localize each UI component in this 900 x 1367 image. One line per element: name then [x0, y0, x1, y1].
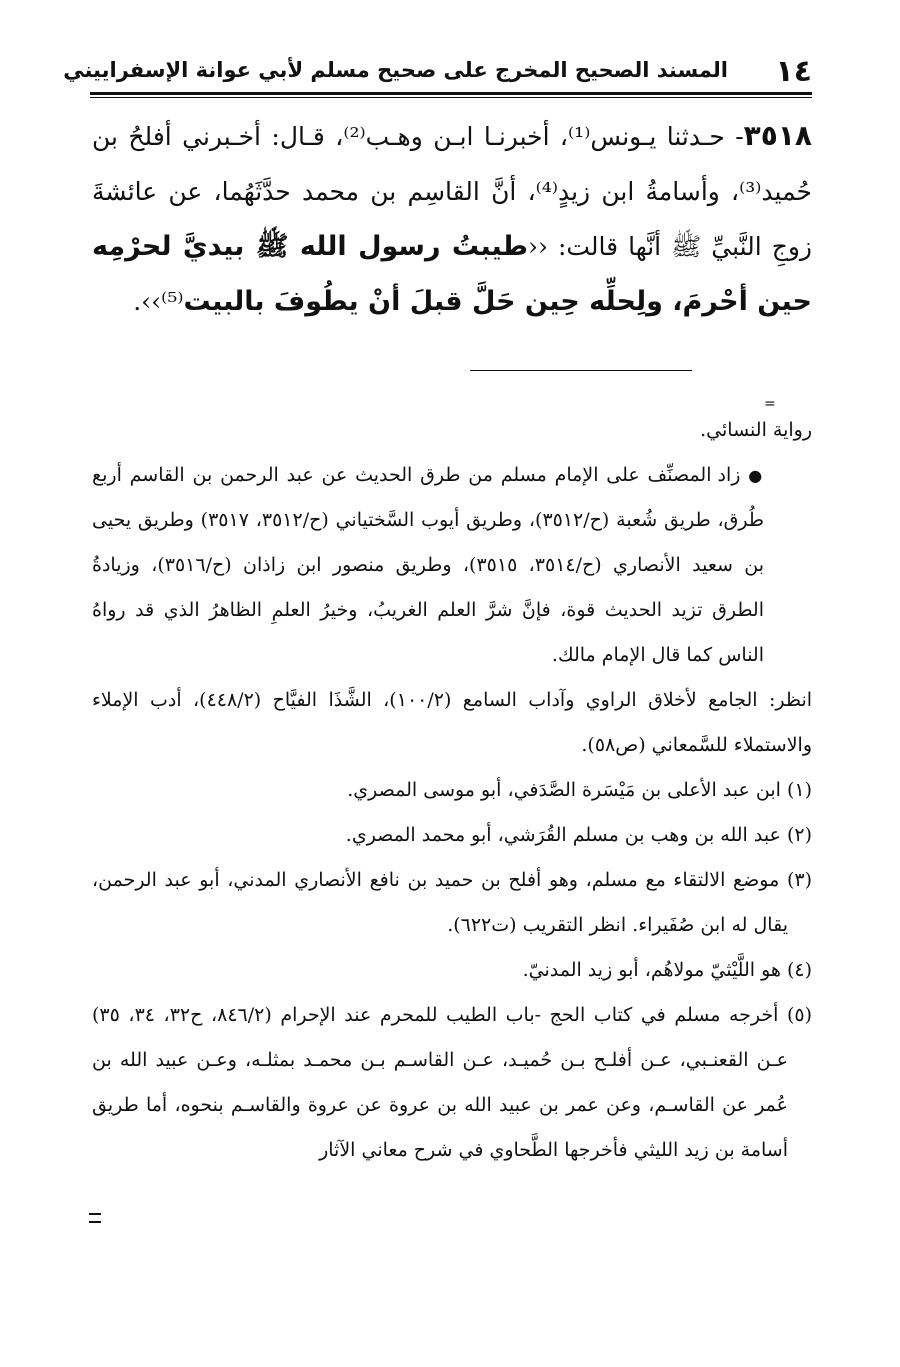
bullet-icon: ● [748, 466, 764, 485]
note-paragraph-1-text: زاد المصنِّف على الإمام مسلم من طرق الحديث عن عبد الرحمن بن القاسم أربع طُرق، طريق شُعبة (ح/٣٥١٢)، وطريق أيوب السَّختياني (ح/٣٥١٢، ٣٥١٧) وطريق يحيى بن سعيد الأنصاري (ح/٣٥١٤، ٣٥١٥)، وطريق منصور ابن زاذان (ح/٣٥١٦)، وزيادةُ الطرق تزيد الحديث قوة، فإنَّ شرَّ العلم الغريبُ، وخيرُ العلمِ الظاهرُ الذي قد رواهُ الناس كما قال الإمام مالك. [92, 464, 765, 666]
note-paragraph-2: انظر: الجامع لأخلاق الراوي وآداب السامع (١٠٠/٢)، الشَّذَا الفيَّاح (٤٤٨/٢)، أدب الإملاء والاستملاء للسَّمعاني (ص٥٨). [92, 689, 813, 756]
footnote-4: (٤) هو اللَّيْثيّ مولاهُم، أبو زيد المدنيّ. [522, 959, 812, 981]
carry-over-mark: = [764, 396, 776, 412]
header-rule-thick [90, 92, 812, 95]
header-rule-thin [90, 97, 812, 98]
running-header [63, 52, 812, 92]
hadith-number: ٣٥١٨ [743, 119, 813, 152]
hadith-paragraph [92, 108, 812, 329]
hadith-matn: طيبتُ رسول الله ﷺ بيديَّ لحرْمِه حين أحْرمَ، ولِحلِّه حِين حَلَّ قبلَ أنْ يطُوفَ بالبيت [92, 231, 812, 317]
footnote-1: (١) ابن عبد الأعلى بن مَيْسَرة الصَّدَفي، أبو موسى المصري. [347, 779, 812, 801]
running-title: المسند الصحيح المخرج على صحيح مسلم لأبي عوانة الإسفراييني [63, 58, 728, 82]
hadith-close: ⁽⁵⁾››. [133, 287, 184, 316]
footnote-3: (٣) موضع الالتقاء مع مسلم، وهو أفلح بن حميد بن نافع الأنصاري المدني، أبو عبد الرحمن، يقال له ابن صُفَيراء. انظر التقريب (ت٦٢٢). [92, 869, 812, 936]
footnote-divider [470, 370, 692, 371]
continuation-mark [89, 1213, 101, 1223]
note-paragraph-1 [92, 453, 812, 678]
hadith-chain: - حـدثنا يـونس⁽¹⁾، أخبرنـا ابـن وهـب⁽²⁾، قـال: أخـبرني أفلحُ بن حُميد⁽³⁾، وأسامةُ ابن زيدٍ⁽⁴⁾، أنَّ القاسِم بن محمد حدَّثَهُما، عن عائشةَ زوجِ النَّبيِّ ﷺ أنَّها قالت: ‹‹ [92, 122, 813, 261]
footnote-5: (٥) أخرجه مسلم في كتاب الحج -باب الطيب للمحرم عند الإحرام (٨٤٦/٢، ح٣٢، ٣٤، ٣٥) عـن القعنـبي، عـن أفلـح بـن حُميـد، عـن القاسـم بـن محمـد بمثلـه، وعـن عبيد الله بن عُمر عن القاسـم، وعن عمر بن عبيد الله بن عروة عن عروة والقاسـم بنحوه، أما طريق أسامة بن زيد الليثي فأخرجها الطَّحاوي في شرح معاني الآثار [92, 1004, 813, 1161]
footnotes [92, 408, 812, 1173]
footnote-2: (٢) عبد الله بن وهب بن مسلم القُرَشي، أبو محمد المصري. [345, 824, 812, 846]
carry-over-note: رواية النسائي. [700, 419, 812, 441]
hadith-text [92, 108, 812, 329]
page-number: ١٤ [775, 54, 812, 89]
